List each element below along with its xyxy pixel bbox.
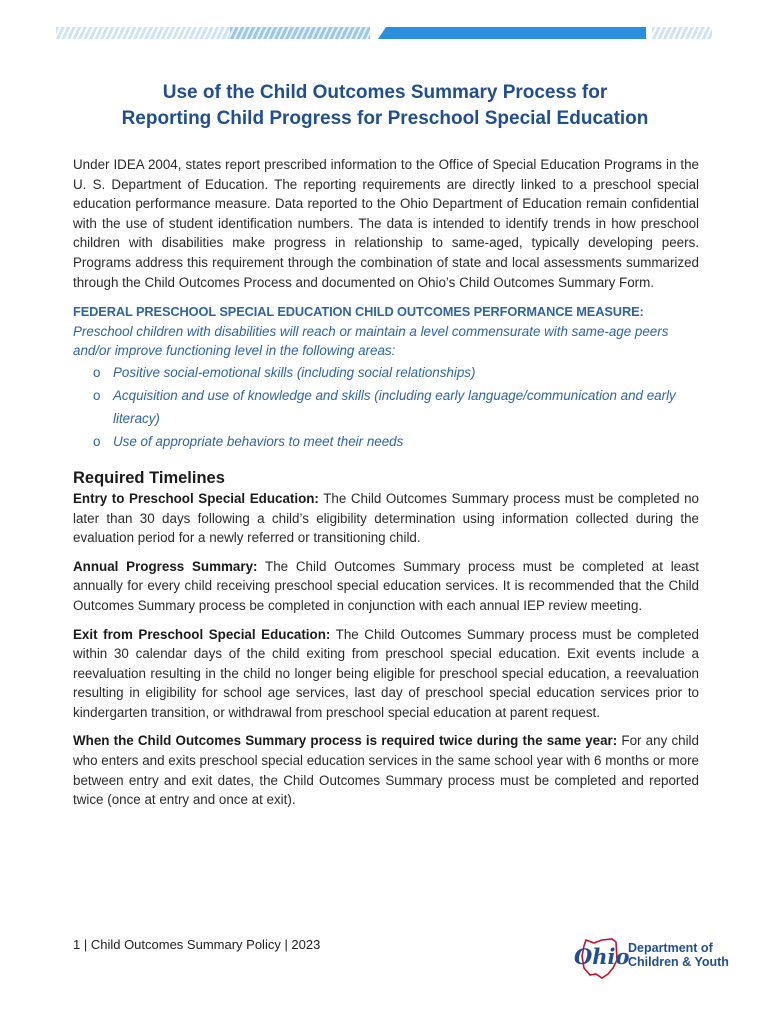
twice-text: For any child who enters and exits preschool special education services in the same school year with 6 months or more between entry and exit dates, the Child Outcomes Summary process must be completed and reported twice (once at entry and once at exit). xyxy=(73,733,699,808)
federal-measure-text: Preschool children with disabilities will reach or maintain a level commensurate with same-age peers and/or improve functioning level in the following areas: xyxy=(73,323,669,359)
federal-measure-section xyxy=(73,302,699,453)
document-body xyxy=(73,155,699,810)
annual-paragraph xyxy=(73,557,699,616)
agency-name-line-1: Department of xyxy=(628,941,713,955)
title-line-2: Reporting Child Progress for Preschool Special Education xyxy=(121,108,649,129)
header-stripe-mid xyxy=(230,27,370,39)
twice-paragraph xyxy=(73,731,699,809)
list-item: o Acquisition and use of knowledge and skills (including early language/communication and early literacy) xyxy=(93,384,699,430)
logo-script-text: Ohio xyxy=(574,944,630,969)
agency-name xyxy=(628,941,729,969)
entry-paragraph xyxy=(73,489,699,548)
twice-lead: When the Child Outcomes Summary process is required twice during the same year: xyxy=(73,733,618,749)
entry-lead: Entry to Preschool Special Education: xyxy=(73,490,319,506)
intro-paragraph: Under IDEA 2004, states report prescribed information to the Office of Special Education Programs in the U. S. Department of Education. The reporting requirements are directly linked to a preschool special education performance measure. Data reported to the Ohio Department of Education remain confidential with the use of student identification numbers. The data is intended to identify trends in how preschool children with disabilities make progress in relationship to same-aged, typically developing peers. Programs address this requirement through the combination of state and local assessments summarized through the Child Outcomes Process and documented on Ohio’s Child Outcomes Summary Form. xyxy=(73,157,699,290)
circle-bullet-icon: o xyxy=(93,433,101,449)
list-item: o Positive social-emotional skills (including social relationships) xyxy=(93,361,699,384)
annual-lead: Annual Progress Summary: xyxy=(73,558,258,574)
federal-measure-heading: FEDERAL PRESCHOOL SPECIAL EDUCATION CHILD OUTCOMES PERFORMANCE MEASURE: xyxy=(73,304,644,320)
exit-lead: Exit from Preschool Special Education: xyxy=(73,626,331,642)
title-line-1: Use of the Child Outcomes Summary Process for xyxy=(162,82,608,103)
required-timelines-heading: Required Timelines xyxy=(73,468,225,487)
entry-text: The Child Outcomes Summary process must be completed no later than 30 days following a child’s eligibility determination using information collected during the evaluation period for a newly referred or transitioning child. xyxy=(73,490,699,546)
page-footer: 1 | Child Outcomes Summary Policy | 2023 xyxy=(73,937,321,952)
list-item: o Use of appropriate behaviors to meet their needs xyxy=(93,430,699,453)
outcome-areas-list xyxy=(73,361,699,453)
header-stripe-right xyxy=(652,27,712,39)
circle-bullet-icon: o xyxy=(93,364,101,380)
header-stripe-dark xyxy=(378,27,646,39)
exit-paragraph xyxy=(73,625,699,723)
circle-bullet-icon: o xyxy=(93,387,101,403)
page-title xyxy=(0,80,770,132)
annual-text: The Child Outcomes Summary process must be completed at least annually for every child receiving preschool special education services. It is recommended that the Child Outcomes Summary process be completed in conjunction with each annual IEP review meeting. xyxy=(73,558,699,613)
agency-name-line-2: Children & Youth xyxy=(628,955,729,969)
exit-text: The Child Outcomes Summary process must be completed within 30 calendar days of the child exiting from preschool special education. Exit events include a reevaluation resulting in the child no longer being eligible for preschool special education, a reevaluation resulting in eligibility for school age services, last day of preschool special education services prior to kindergarten transition, or withdrawal from preschool special education at parent request. xyxy=(73,626,699,720)
